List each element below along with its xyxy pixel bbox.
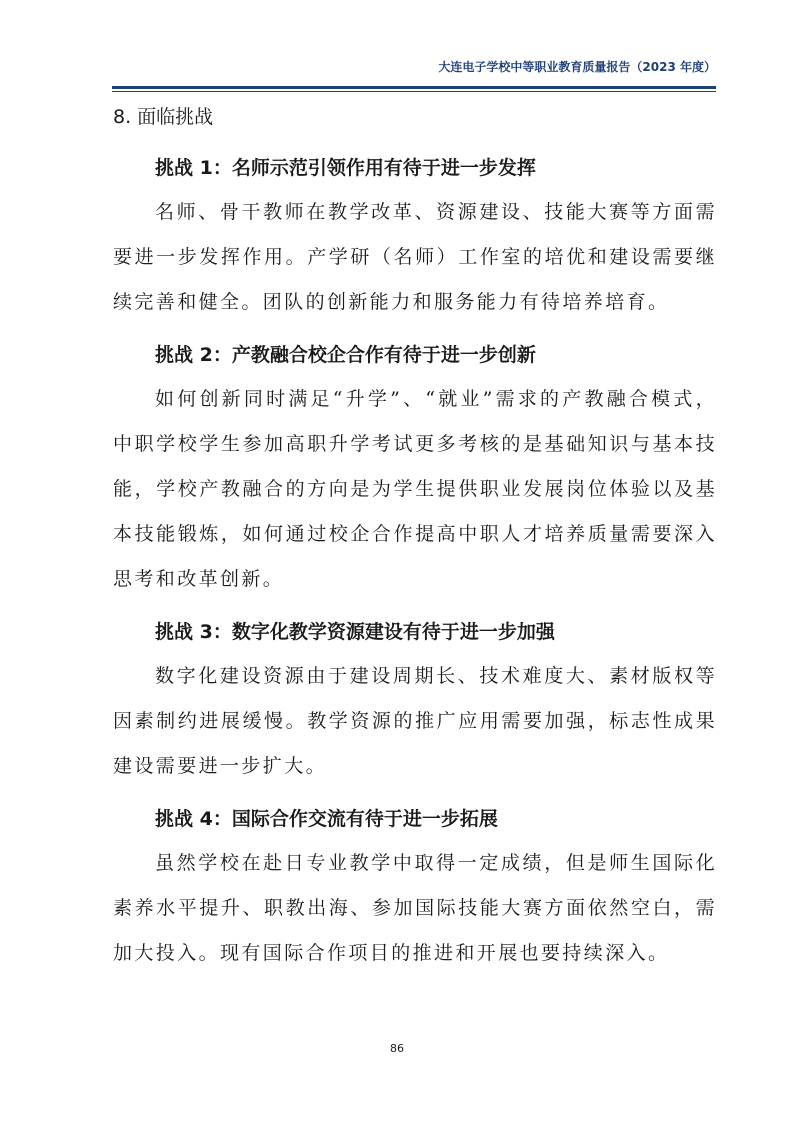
challenge-1 — [113, 146, 717, 325]
challenge-2 — [113, 333, 717, 602]
challenge-3-body: 数字化建设资源由于建设周期长、技术难度大、素材版权等因素制约进展缓慢。教学资源的推广应用需要加强，标志性成果建设需要进一步扩大。 — [113, 665, 717, 777]
challenge-1-body: 名师、骨干教师在教学改革、资源建设、技能大赛等方面需要进一步发挥作用。产学研（名师）工作室的培优和建设需要继续完善和健全。团队的创新能力和服务能力有待培养培育。 — [113, 201, 717, 313]
challenge-4-body: 虽然学校在赴日专业教学中取得一定成绩，但是师生国际化素养水平提升、职教出海、参加国际技能大赛方面依然空白，需加大投入。现有国际合作项目的推进和开展也要持续深入。 — [113, 852, 717, 964]
challenge-3 — [113, 610, 717, 789]
challenge-1-heading: 挑战 1：名师示范引领作用有待于进一步发挥 — [155, 157, 536, 179]
page-content — [113, 100, 717, 976]
header-divider-thick — [112, 86, 716, 89]
report-header-title: 大连电子学校中等职业教育质量报告（2023 年度） — [438, 60, 716, 74]
header-divider-thin — [112, 91, 716, 92]
page-number: 86 — [390, 1042, 404, 1055]
challenge-4 — [113, 797, 717, 976]
challenge-4-heading: 挑战 4：国际合作交流有待于进一步拓展 — [155, 808, 498, 830]
challenge-2-heading: 挑战 2：产教融合校企合作有待于进一步创新 — [155, 344, 536, 366]
section-title: 8. 面临挑战 — [113, 106, 214, 128]
challenge-2-body: 如何创新同时满足“升学”、“就业”需求的产教融合模式，中职学校学生参加高职升学考试更多考核的是基础知识与基本技能，学校产教融合的方向是为学生提供职业发展岗位体验以及基本技能锻炼，如何通过校企合作提高中职人才培养质量需要深入思考和改革创新。 — [113, 388, 717, 590]
challenge-3-heading: 挑战 3：数字化教学资源建设有待于进一步加强 — [155, 621, 555, 643]
